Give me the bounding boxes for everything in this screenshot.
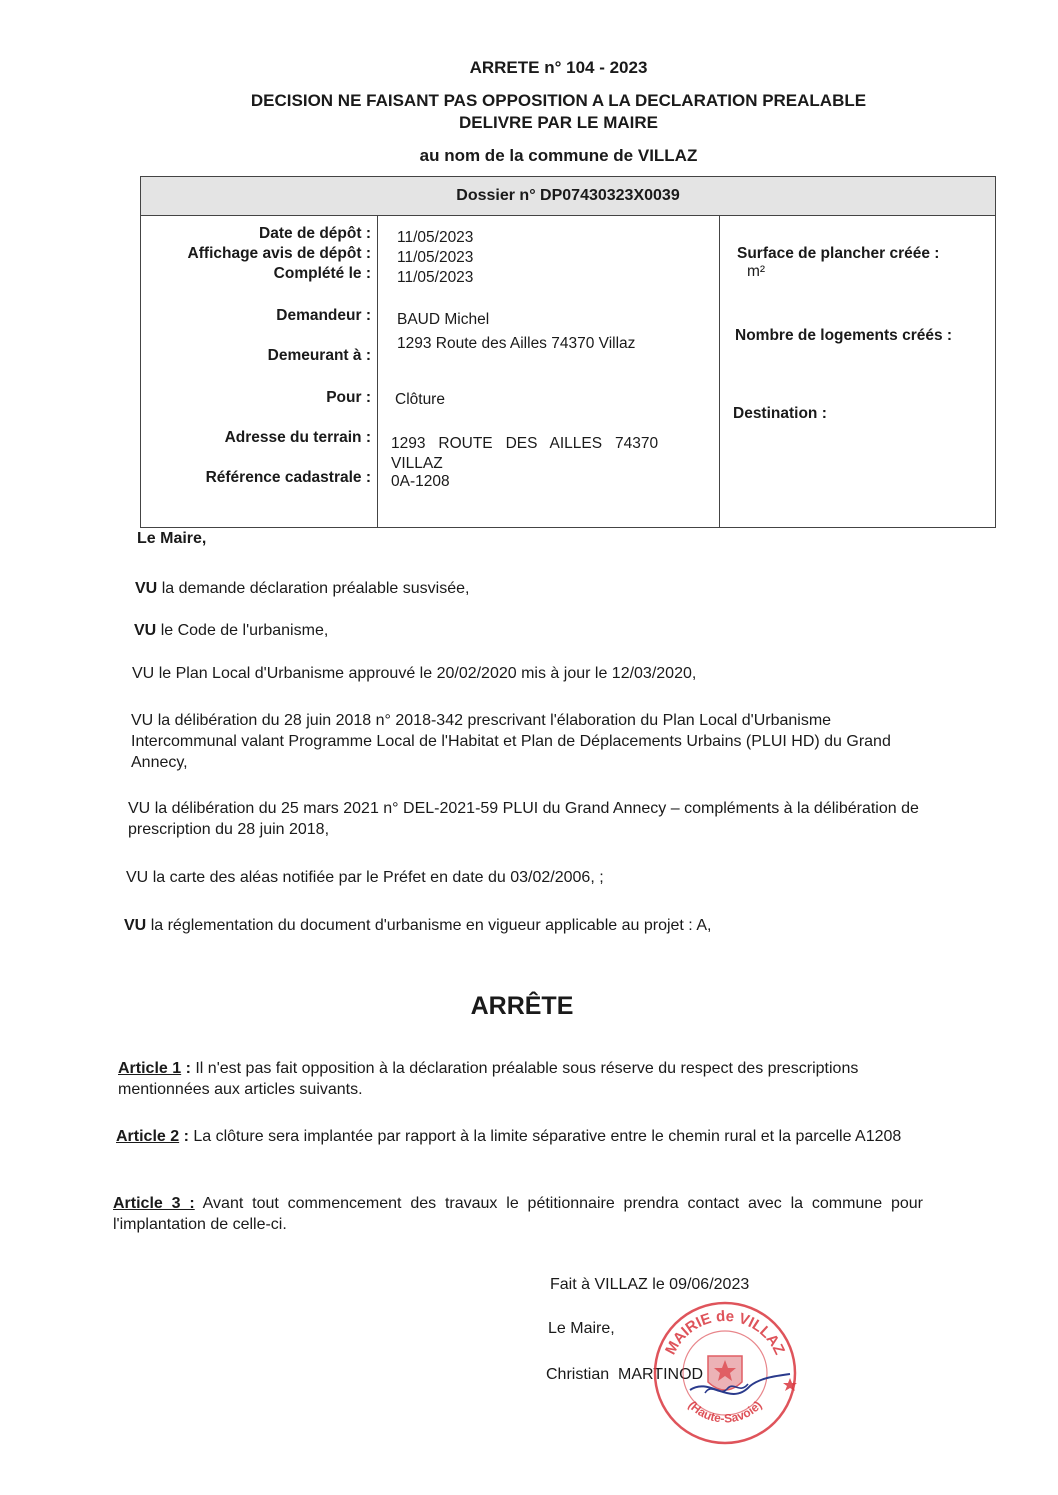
label-demandeur: Demandeur : [276, 307, 371, 324]
value-date-depot: 11/05/2023 [397, 229, 474, 246]
signature-place-date: Fait à VILLAZ le 09/06/2023 [550, 1276, 750, 1293]
commune-line: au nom de la commune de VILLAZ [419, 146, 698, 165]
stamp-text-bottom: (Haute-Savoie) [685, 1398, 765, 1426]
value-affichage: 11/05/2023 [397, 249, 474, 266]
label-affichage: Affichage avis de dépôt : [187, 245, 371, 262]
label-logements: Nombre de logements créés : [735, 327, 953, 344]
decision-title-line1: DECISION NE FAISANT PAS OPPOSITION A LA DECLARATION PREALABLE [250, 91, 867, 110]
vu-keyword: VU [126, 869, 149, 886]
vu-text-6: la carte des aléas notifiée par le Préfet en date du 03/02/2006, ; [152, 869, 604, 886]
article-1-label: Article 1 [118, 1060, 182, 1077]
vu-keyword: VU [124, 917, 147, 934]
value-adresse-line1: 1293 ROUTE DES AILLES 74370 [391, 435, 659, 452]
vu-keyword: VU [131, 712, 154, 729]
vu-paragraph-3 [132, 663, 952, 684]
vu-keyword: VU [128, 800, 151, 817]
value-reference: 0A-1208 [391, 473, 450, 490]
vu-keyword: VU [132, 665, 155, 682]
mairie-stamp [650, 1298, 800, 1448]
vu-paragraph-5 [128, 798, 938, 840]
label-surface: Surface de plancher créée : [737, 245, 940, 262]
arrete-heading: ARRÊTE [470, 992, 574, 1020]
article-2-label: Article 2 [116, 1128, 180, 1145]
article-1-text: Il n'est pas fait opposition à la déclaration préalable sous réserve du respect des prescriptions mentionnées aux articles suivants. [118, 1060, 859, 1098]
vu-keyword: VU [135, 580, 158, 597]
arrete-number: ARRETE n° 104 - 2023 [469, 58, 648, 77]
vu-text-2: le Code de l'urbanisme, [160, 622, 329, 639]
label-complete: Complété le : [273, 265, 371, 282]
le-maire-heading: Le Maire, [137, 530, 207, 547]
decision-title-line2: DELIVRE PAR LE MAIRE [459, 113, 658, 132]
signature-name: Christian MARTINOD [546, 1366, 704, 1383]
vu-text-1: la demande déclaration préalable susvisée, [161, 580, 470, 597]
vu-paragraph-6 [126, 867, 926, 888]
article-2-text: La clôture sera implantée par rapport à la limite séparative entre le chemin rural et la parcelle A1208 [193, 1128, 902, 1145]
article-3-text: Avant tout commencement des travaux le pétitionnaire prendra contact avec la commune pour l'implantation de celle-ci. [113, 1195, 924, 1233]
value-demeurant: 1293 Route des Ailles 74370 Villaz [397, 335, 636, 352]
dossier-box [140, 176, 996, 528]
article-2-sep: : [179, 1128, 194, 1145]
column-divider-right [719, 215, 720, 527]
vu-paragraph-1 [135, 578, 935, 599]
article-2 [116, 1126, 926, 1147]
article-1 [118, 1058, 918, 1100]
vu-keyword: VU [134, 622, 157, 639]
article-1-sep: : [181, 1060, 196, 1077]
value-surface-unit: m² [747, 263, 766, 280]
vu-paragraph-7 [124, 915, 924, 936]
dossier-title: Dossier n° DP07430323X0039 [141, 177, 995, 216]
value-complete: 11/05/2023 [397, 269, 474, 286]
decision-title [0, 90, 1058, 134]
label-reference: Référence cadastrale : [205, 469, 371, 486]
value-adresse-line2: VILLAZ [391, 455, 443, 472]
label-destination: Destination : [733, 405, 827, 422]
vu-text-7: la réglementation du document d'urbanisme en vigueur applicable au projet : A, [150, 917, 712, 934]
value-pour: Clôture [395, 391, 445, 408]
stamp-crest-icon [708, 1356, 742, 1390]
label-pour: Pour : [326, 389, 371, 406]
vu-text-5: la délibération du 25 mars 2021 n° DEL-2021-59 PLUI du Grand Annecy – compléments à la délibération de prescription du 28 juin 2018, [128, 800, 919, 838]
article-3-sep [195, 1195, 203, 1212]
vu-text-4: la délibération du 28 juin 2018 n° 2018-342 prescrivant l'élaboration du Plan Local d'Urbanisme Intercommunal valant Programme Local de l'Habitat et Plan de Déplacements Urbains (PLUI HD) du Grand Annecy, [131, 712, 891, 771]
vu-paragraph-2 [134, 620, 934, 641]
column-divider-left [377, 215, 378, 527]
vu-text-3: le Plan Local d'Urbanisme approuvé le 20/02/2020 mis à jour le 12/03/2020, [158, 665, 697, 682]
value-demandeur: BAUD Michel [397, 311, 490, 328]
article-3 [113, 1193, 923, 1235]
label-date-depot: Date de dépôt : [259, 225, 371, 242]
label-demeurant: Demeurant à : [267, 347, 371, 364]
vu-paragraph-4 [131, 710, 931, 773]
article-3-label: Article 3 : [113, 1195, 195, 1212]
signature-role: Le Maire, [548, 1320, 615, 1337]
stamp-text-top: MAIRIE de VILLAZ [662, 1307, 788, 1358]
label-adresse: Adresse du terrain : [224, 429, 371, 446]
